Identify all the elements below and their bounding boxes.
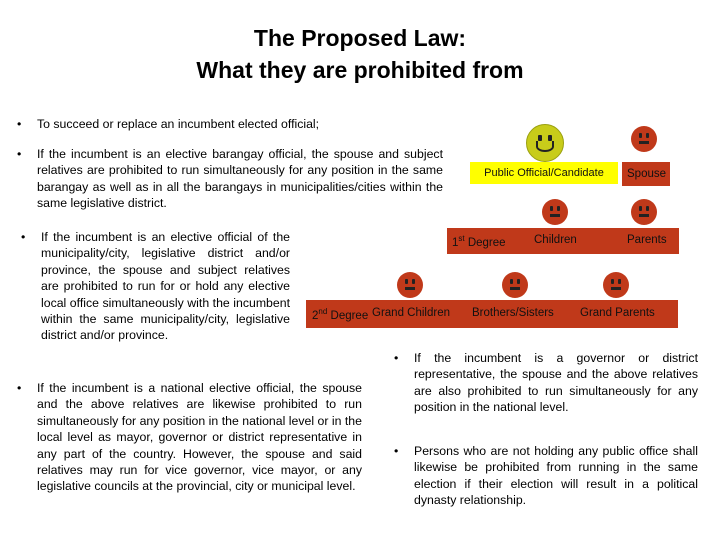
children-face-icon — [542, 199, 568, 225]
grand-children-face-icon — [397, 272, 423, 298]
children-label: Children — [534, 234, 577, 246]
grand-parents-face-icon — [603, 272, 629, 298]
bullet-text: If the incumbent is a governor or district representative, the spouse and the above relatives are also prohibited to run simultaneously for any position in the national level. — [414, 351, 698, 415]
bullet-dot: • — [17, 147, 22, 161]
bullet-5 — [394, 350, 698, 416]
second-degree-label: 2nd Degree — [312, 307, 369, 322]
bullet-dot: • — [17, 117, 22, 131]
bullet-text: To succeed or replace an incumbent elected official; — [37, 117, 320, 131]
bullet-6 — [394, 443, 698, 509]
title-line-1: The Proposed Law: — [253, 25, 467, 51]
first-degree-label: 1st Degree — [452, 234, 506, 249]
bullet-dot: • — [17, 381, 22, 395]
parents-face-icon — [631, 199, 657, 225]
bullet-text: If the incumbent is an elective official of the municipality/city, legislative district and/or province, the spouse and subject relatives are prohibited to run for or hold any elective local office simultaneously with the incumbent within the same municipality/city, legislative district and/or province. — [41, 230, 290, 343]
spouse-label: Spouse — [627, 168, 667, 180]
bullet-text: Persons who are not holding any public office shall likewise be prohibited from running in the same election if their election will result in a political dynasty relationship. — [414, 444, 698, 508]
spouse-face-icon — [631, 126, 657, 152]
public-official-label: Public Official/Candidate — [470, 162, 618, 184]
grand-parents-label: Grand Parents — [580, 307, 655, 319]
bullet-text: If the incumbent is a national elective official, the spouse and the above relatives are likewise prohibited to run simultaneously for any position in the national level or in the local level as mayor, governor or district representative in any part of the country. However, the spouse and said relatives may run for vice governor, vice mayor, or any legislative councils at the provincial, city or municipal level. — [37, 381, 362, 494]
bullet-3 — [21, 229, 290, 344]
bullet-text: If the incumbent is an elective barangay official, the spouse and subject relatives are prohibited to run simultaneously for any position in the same barangay as well as in all the barangays in municipalities/cities within the same legislative district. — [37, 147, 443, 211]
bullet-dot: • — [394, 444, 399, 458]
brothers-sisters-face-icon — [502, 272, 528, 298]
bullet-dot: • — [21, 230, 26, 244]
parents-label: Parents — [627, 234, 667, 246]
bullet-4 — [17, 380, 362, 495]
public-official-smiley-icon — [526, 124, 564, 162]
bullet-dot: • — [394, 351, 399, 365]
bullet-2 — [17, 146, 443, 212]
bullet-1 — [17, 116, 457, 132]
grand-children-label: Grand Children — [372, 307, 450, 319]
title-line-2: What they are prohibited from — [196, 57, 524, 83]
slide-title — [0, 22, 720, 86]
brothers-sisters-label: Brothers/Sisters — [472, 307, 554, 319]
